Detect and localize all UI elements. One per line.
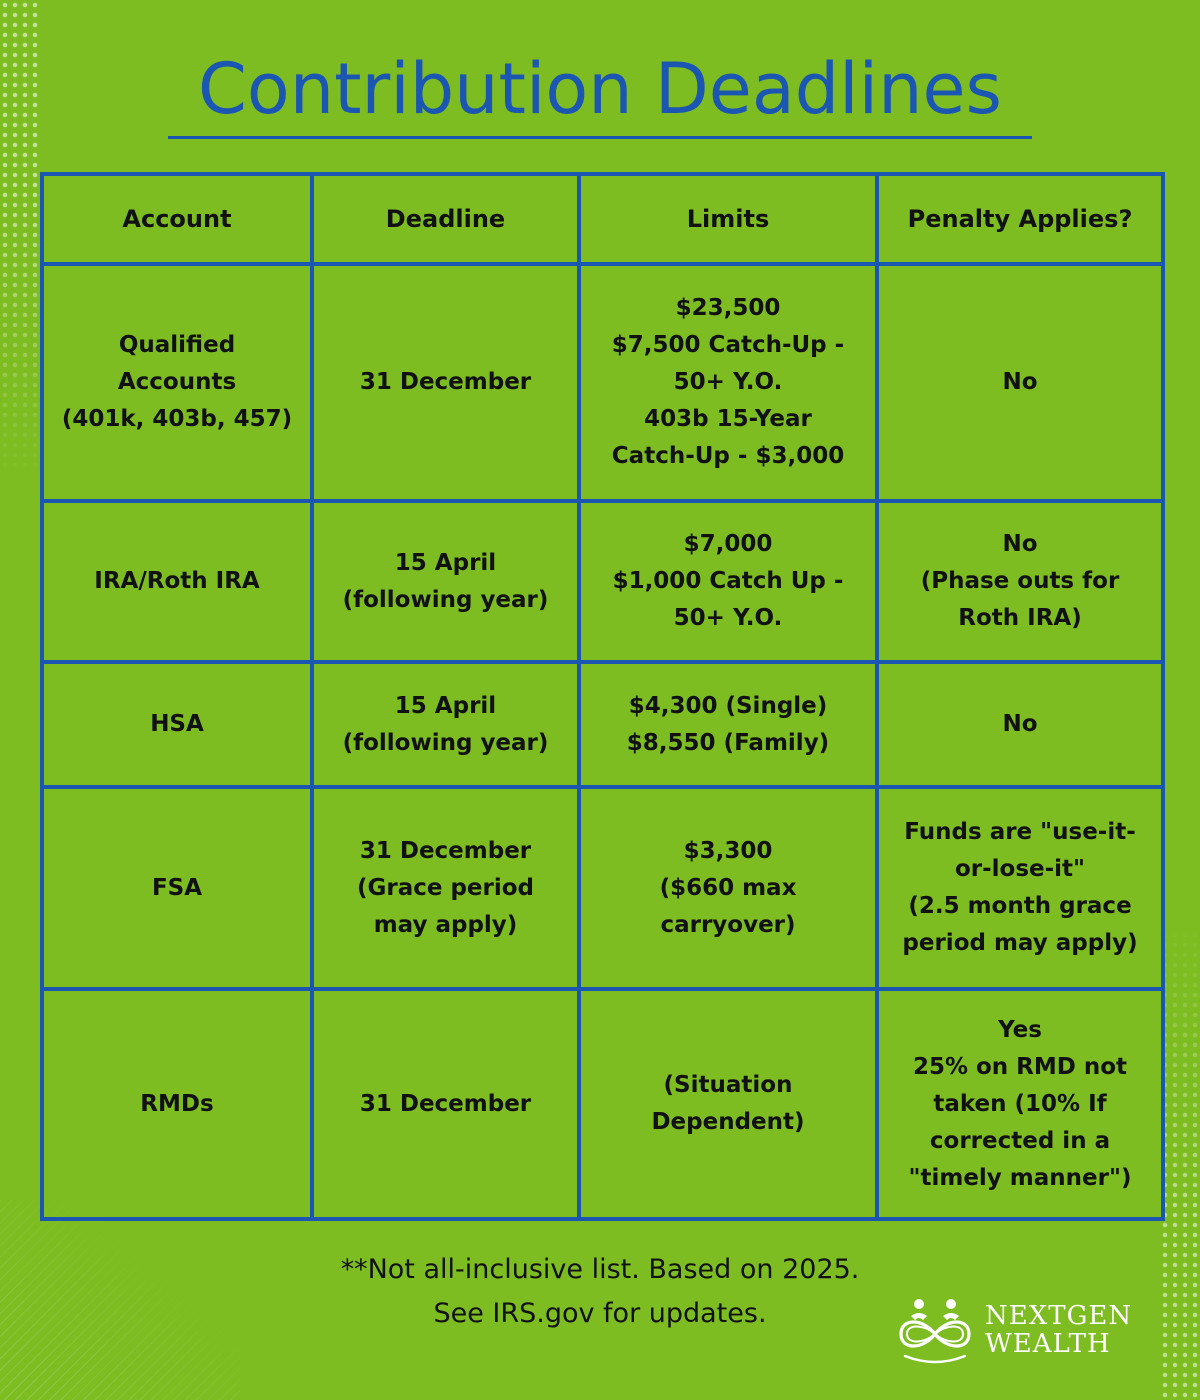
cell-deadline-text: 31 December	[359, 1090, 532, 1117]
logo-line-1: NEXTGEN	[985, 1301, 1133, 1331]
header-account: Account	[42, 174, 312, 264]
cell-limits-text: (Situation Dependent)	[651, 1072, 805, 1135]
cell-limits	[579, 662, 877, 787]
cell-account-text: FSA	[151, 874, 203, 901]
cell-account	[42, 662, 312, 787]
ribbon-family-logo-icon	[893, 1294, 977, 1370]
cell-account	[42, 989, 312, 1219]
cell-deadline	[312, 989, 579, 1219]
footnote	[230, 1248, 970, 1336]
decorative-dots-right	[1160, 920, 1200, 1400]
cell-account-text: IRA/Roth IRA	[94, 568, 260, 594]
cell-limits-text: $3,300 ($660 max carryover)	[659, 837, 797, 938]
cell-penalty-text: No	[1002, 369, 1038, 395]
cell-penalty-text: Yes 25% on RMD not taken (10% If corrected in a "timely manner")	[908, 1016, 1132, 1191]
cell-account-text: RMDs	[140, 1090, 214, 1117]
cell-limits-text: $4,300 (Single) $8,550 (Family)	[626, 692, 830, 756]
logo-wordmark	[985, 1302, 1132, 1358]
contribution-deadlines-table	[40, 172, 1165, 1221]
page-title: Contribution Deadlines	[198, 48, 1002, 130]
cell-deadline	[312, 787, 579, 989]
cell-deadline-text: 31 December (Grace period may apply)	[356, 837, 535, 938]
cell-account-text: Qualified Accounts (401k, 403b, 457)	[61, 332, 293, 432]
cell-account	[42, 264, 312, 501]
title-underline	[168, 136, 1032, 139]
cell-limits	[579, 264, 877, 501]
cell-deadline	[312, 662, 579, 787]
cell-deadline	[312, 264, 579, 501]
decorative-lines-bottom-left	[0, 1200, 240, 1400]
header-penalty: Penalty Applies?	[877, 174, 1163, 264]
cell-account-text: HSA	[150, 711, 204, 737]
cell-penalty	[877, 662, 1163, 787]
cell-deadline-text: 15 April (following year)	[342, 549, 549, 613]
cell-deadline	[312, 501, 579, 662]
cell-account	[42, 501, 312, 662]
table-header-row	[42, 174, 1163, 264]
cell-limits-text: $7,000 $1,000 Catch Up - 50+ Y.O.	[612, 531, 844, 631]
cell-penalty-text: No	[1002, 711, 1038, 737]
cell-deadline-text: 31 December	[359, 369, 532, 395]
table-row	[42, 501, 1163, 662]
cell-limits	[579, 501, 877, 662]
footnote-line-1: **Not all-inclusive list. Based on 2025.	[340, 1254, 860, 1285]
cell-penalty	[877, 787, 1163, 989]
header-limits: Limits	[579, 174, 877, 264]
header-deadline: Deadline	[312, 174, 579, 264]
cell-deadline-text: 15 April (following year)	[342, 692, 549, 756]
cell-limits-text: $23,500 $7,500 Catch-Up - 50+ Y.O. 403b 15-Year Catch-Up - $3,000	[611, 295, 845, 469]
cell-limits	[579, 787, 877, 989]
nextgen-wealth-logo	[893, 1294, 1163, 1370]
table-row	[42, 787, 1163, 989]
cell-penalty-text: Funds are "use-it- or-lose-it" (2.5 month grace period may apply)	[902, 819, 1138, 956]
cell-penalty	[877, 989, 1163, 1219]
table-row	[42, 989, 1163, 1219]
cell-account	[42, 787, 312, 989]
table-row	[42, 264, 1163, 501]
table-row	[42, 662, 1163, 787]
footnote-line-2: See IRS.gov for updates.	[433, 1298, 767, 1329]
cell-penalty-text: No (Phase outs for Roth IRA)	[920, 531, 1120, 631]
cell-penalty	[877, 264, 1163, 501]
cell-penalty	[877, 501, 1163, 662]
logo-line-2: WEALTH	[985, 1329, 1111, 1359]
cell-limits	[579, 989, 877, 1219]
